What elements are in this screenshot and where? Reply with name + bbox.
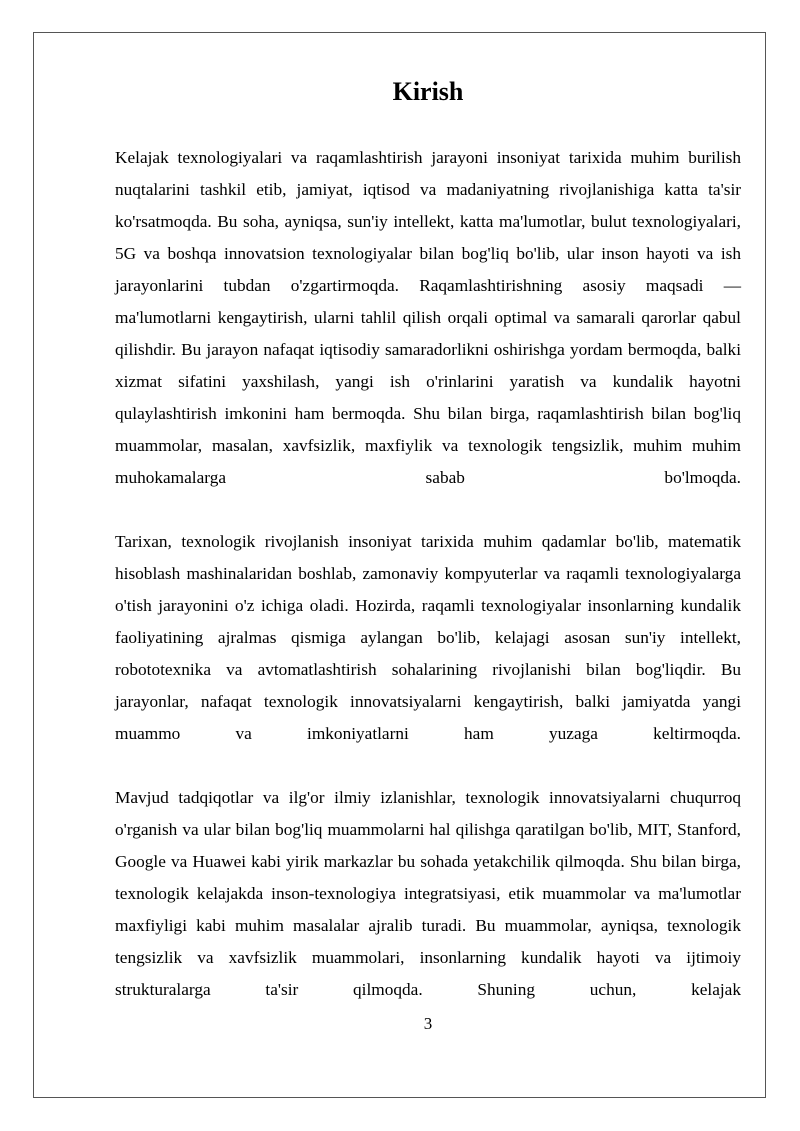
body-text — [115, 142, 741, 1038]
paragraph-3: Mavjud tadqiqotlar va ilg'or ilmiy izlanishlar, texnologik innovatsiyalarni chuqurroq o'rganish va ular bilan bog'liq muammolarni hal qilishga qaratilgan bo'lib, MIT, Stanford, Google va Huawei kabi yirik markazlar bu sohada yetakchilik qilmoqda. Shu bilan birga, texnologik kelajakda inson-texnologiya integratsiyasi, etik muammolar va ma'lumotlar maxfiyligi kabi muhim masalalar ajralib turadi. Bu muammolar, ayniqsa, texnologik tengsizlik va xavfsizlik muammolari, insonlarning kundalik hayoti va ijtimoiy strukturalarga ta'sir qilmoqda. Shuning uchun, kelajak — [115, 788, 741, 999]
page-number: 3 — [423, 1014, 433, 1033]
section-title: Kirish — [392, 77, 464, 106]
paragraph-2: Tarixan, texnologik rivojlanish insoniyat tarixida muhim qadamlar bo'lib, matematik hisoblash mashinalaridan boshlab, zamonaviy kompyuterlar va raqamli texnologiyalarga o'tish jarayonini o'z ichiga oladi. Hozirda, raqamli texnologiyalar insonlarning kundalik faoliyatining ajralmas qismiga aylangan bo'lib, kelajagi asosan sun'iy intellekt, robototexnika va avtomatlashtirish sohalarining rivojlanishi bilan bog'liqdir. Bu jarayonlar, nafaqat texnologik innovatsiyalarni kengaytirish, balki jamiyatda yangi muammo va imkoniyatlarni ham yuzaga keltirmoqda. — [115, 532, 741, 743]
paragraph-1: Kelajak texnologiyalari va raqamlashtirish jarayoni insoniyat tarixida muhim burilish nuqtalarini tashkil etib, jamiyat, iqtisod va madaniyatning rivojlanishiga katta ta'sir ko'rsatmoqda. Bu soha, ayniqsa, sun'iy intellekt, katta ma'lumotlar, bulut texnologiyalari, 5G va boshqa innovatsion texnologiyalar bilan bog'liq bo'lib, ular inson hayoti va ish jarayonlarini tubdan o'zgartirmoqda. Raqamlashtirishning asosiy maqsadi — ma'lumotlarni kengaytirish, ularni tahlil qilish orqali optimal va samarali qarorlar qabul qilishdir. Bu jarayon nafaqat iqtisodiy samaradorlikni oshirishga yordam bermoqda, balki xizmat sifatini yaxshilash, yangi ish o'rinlarini yaratish va kundalik hayotni qulaylashtirish imkonini ham bermoqda. Shu bilan birga, raqamlashtirish bilan bog'liq muammolar, masalan, xavfsizlik, maxfiylik va texnologik tengsizlik, muhim muhim muhokamalarga sabab bo'lmoqda. — [115, 148, 741, 487]
